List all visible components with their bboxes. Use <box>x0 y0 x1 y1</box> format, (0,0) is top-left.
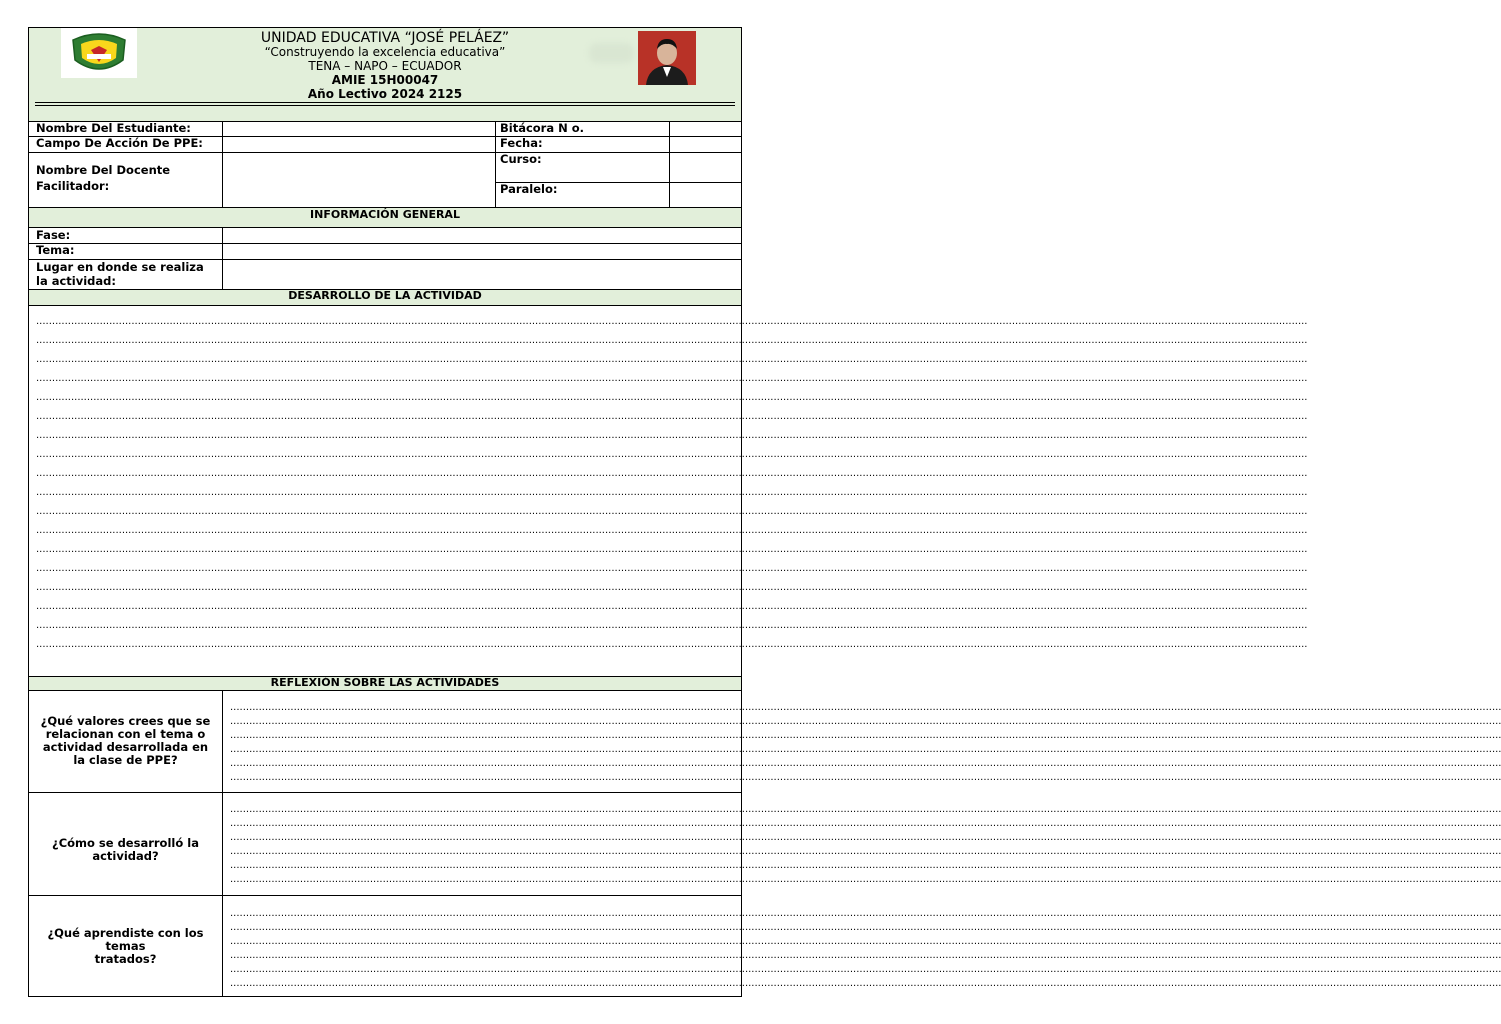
development-title: DESARROLLO DE LA ACTIVIDAD <box>29 290 741 305</box>
teacher-field[interactable] <box>223 153 495 207</box>
place-field[interactable] <box>223 260 741 289</box>
answer-how-lines[interactable] <box>223 793 1501 895</box>
form-header <box>29 28 741 121</box>
question-how-1: ¿Cómo se desarrolló la <box>52 836 199 850</box>
dotted-line: ................................................................................................................................................................................................................................................................................................................................................................................................................ <box>36 563 1308 574</box>
dotted-line: ................................................................................................................................................................................................................................................................................................................................................................................................................ <box>36 506 1308 517</box>
dotted-line: ................................................................................................................................................................................................................................................................................................................................................................................................................ <box>36 620 1308 631</box>
dotted-line: ................................................................................................................................................................................................................................................................................................................................................................................................................ <box>36 449 1308 460</box>
place-label-2: la actividad: <box>36 274 116 288</box>
date-label: Fecha: <box>500 136 543 150</box>
dotted-line: ................................................................................................................................................................................................................................................................................................................................................................................................................ <box>230 716 1501 727</box>
question-how-2: actividad? <box>92 849 159 863</box>
dotted-line: ................................................................................................................................................................................................................................................................................................................................................................................................................ <box>36 487 1308 498</box>
dotted-line: ................................................................................................................................................................................................................................................................................................................................................................................................................ <box>230 832 1501 843</box>
amie-code: AMIE 15H00047 <box>331 73 439 87</box>
log-number-label: Bitácora N o. <box>500 121 585 135</box>
question-learned-2: temas <box>105 939 146 953</box>
dotted-line: ................................................................................................................................................................................................................................................................................................................................................................................................................ <box>230 744 1501 755</box>
dotted-line: ................................................................................................................................................................................................................................................................................................................................................................................................................ <box>36 335 1308 346</box>
dotted-line: ................................................................................................................................................................................................................................................................................................................................................................................................................ <box>230 964 1501 975</box>
log-number-field[interactable] <box>670 122 741 136</box>
field-input[interactable] <box>223 137 495 152</box>
dotted-line: ................................................................................................................................................................................................................................................................................................................................................................................................................ <box>230 758 1501 769</box>
field-label: Campo De Acción De PPE: <box>36 136 203 150</box>
question-learned-1: ¿Qué aprendiste con los <box>47 926 204 940</box>
dotted-line: ................................................................................................................................................................................................................................................................................................................................................................................................................ <box>36 601 1308 612</box>
dotted-line: ................................................................................................................................................................................................................................................................................................................................................................................................................ <box>36 411 1308 422</box>
header-divider-bottom <box>35 105 735 106</box>
dotted-line: ................................................................................................................................................................................................................................................................................................................................................................................................................ <box>36 582 1308 593</box>
dotted-line: ................................................................................................................................................................................................................................................................................................................................................................................................................ <box>36 392 1308 403</box>
dotted-line: ................................................................................................................................................................................................................................................................................................................................................................................................................ <box>230 730 1501 741</box>
answer-values-lines[interactable] <box>223 691 1501 792</box>
dotted-line: ................................................................................................................................................................................................................................................................................................................................................................................................................ <box>230 818 1501 829</box>
question-learned-3: tratados? <box>94 952 157 966</box>
dotted-line: ................................................................................................................................................................................................................................................................................................................................................................................................................ <box>230 804 1501 815</box>
dotted-line: ................................................................................................................................................................................................................................................................................................................................................................................................................ <box>230 936 1501 947</box>
question-values-2: relacionan con el tema o <box>45 727 206 741</box>
topic-label: Tema: <box>36 243 75 257</box>
dotted-line: ................................................................................................................................................................................................................................................................................................................................................................................................................ <box>230 702 1501 713</box>
log-form <box>28 27 1501 997</box>
question-values-1: ¿Qué valores crees que se <box>40 714 211 728</box>
answer-learned-lines[interactable] <box>223 896 1501 996</box>
dotted-line: ................................................................................................................................................................................................................................................................................................................................................................................................................ <box>230 950 1501 961</box>
section-label: Paralelo: <box>500 182 558 196</box>
topic-field[interactable] <box>223 244 741 259</box>
dotted-line: ................................................................................................................................................................................................................................................................................................................................................................................................................ <box>36 544 1308 555</box>
dotted-line: ................................................................................................................................................................................................................................................................................................................................................................................................................ <box>36 468 1308 479</box>
dotted-line: ................................................................................................................................................................................................................................................................................................................................................................................................................ <box>230 978 1501 989</box>
phase-label: Fase: <box>36 228 71 242</box>
question-values-4: la clase de PPE? <box>73 753 178 767</box>
dotted-line: ................................................................................................................................................................................................................................................................................................................................................................................................................ <box>36 639 1308 650</box>
dotted-line: ................................................................................................................................................................................................................................................................................................................................................................................................................ <box>230 772 1501 783</box>
student-name-label: Nombre Del Estudiante: <box>36 121 191 135</box>
dotted-line: ................................................................................................................................................................................................................................................................................................................................................................................................................ <box>36 354 1308 365</box>
dotted-line: ................................................................................................................................................................................................................................................................................................................................................................................................................ <box>36 525 1308 536</box>
student-name-field[interactable] <box>223 122 495 136</box>
dotted-line: ................................................................................................................................................................................................................................................................................................................................................................................................................ <box>230 860 1501 871</box>
dotted-line: ................................................................................................................................................................................................................................................................................................................................................................................................................ <box>230 846 1501 857</box>
school-name: UNIDAD EDUCATIVA “JOSÉ PELÁEZ” <box>260 30 510 46</box>
teacher-label-2: Facilitador: <box>36 179 110 193</box>
dotted-line: ................................................................................................................................................................................................................................................................................................................................................................................................................ <box>230 874 1501 885</box>
teacher-label-1: Nombre Del Docente <box>36 163 171 177</box>
development-lines[interactable] <box>29 306 1308 676</box>
phase-field[interactable] <box>223 228 741 243</box>
school-location: TENA – NAPO – ECUADOR <box>308 59 462 73</box>
section-field[interactable] <box>670 183 741 207</box>
date-field[interactable] <box>670 137 741 152</box>
header-divider-top <box>35 102 735 103</box>
dotted-line: ................................................................................................................................................................................................................................................................................................................................................................................................................ <box>230 908 1501 919</box>
rule <box>495 121 496 207</box>
question-values-3: actividad desarrollada en <box>42 740 209 754</box>
dotted-line: ................................................................................................................................................................................................................................................................................................................................................................................................................ <box>36 373 1308 384</box>
course-field[interactable] <box>670 153 741 182</box>
dotted-line: ................................................................................................................................................................................................................................................................................................................................................................................................................ <box>230 922 1501 933</box>
general-info-title: INFORMACIÓN GENERAL <box>29 208 741 227</box>
reflection-title: REFLEXIÓN SOBRE LAS ACTIVIDADES <box>29 677 741 690</box>
course-label: Curso: <box>500 152 542 166</box>
school-motto: “Construyendo la excelencia educativa” <box>264 45 506 59</box>
place-label-1: Lugar en donde se realiza <box>36 260 204 274</box>
dotted-line: ................................................................................................................................................................................................................................................................................................................................................................................................................ <box>36 430 1308 441</box>
dotted-line: ................................................................................................................................................................................................................................................................................................................................................................................................................ <box>36 316 1308 327</box>
school-year: Año Lectivo 2024 2125 <box>307 87 463 101</box>
